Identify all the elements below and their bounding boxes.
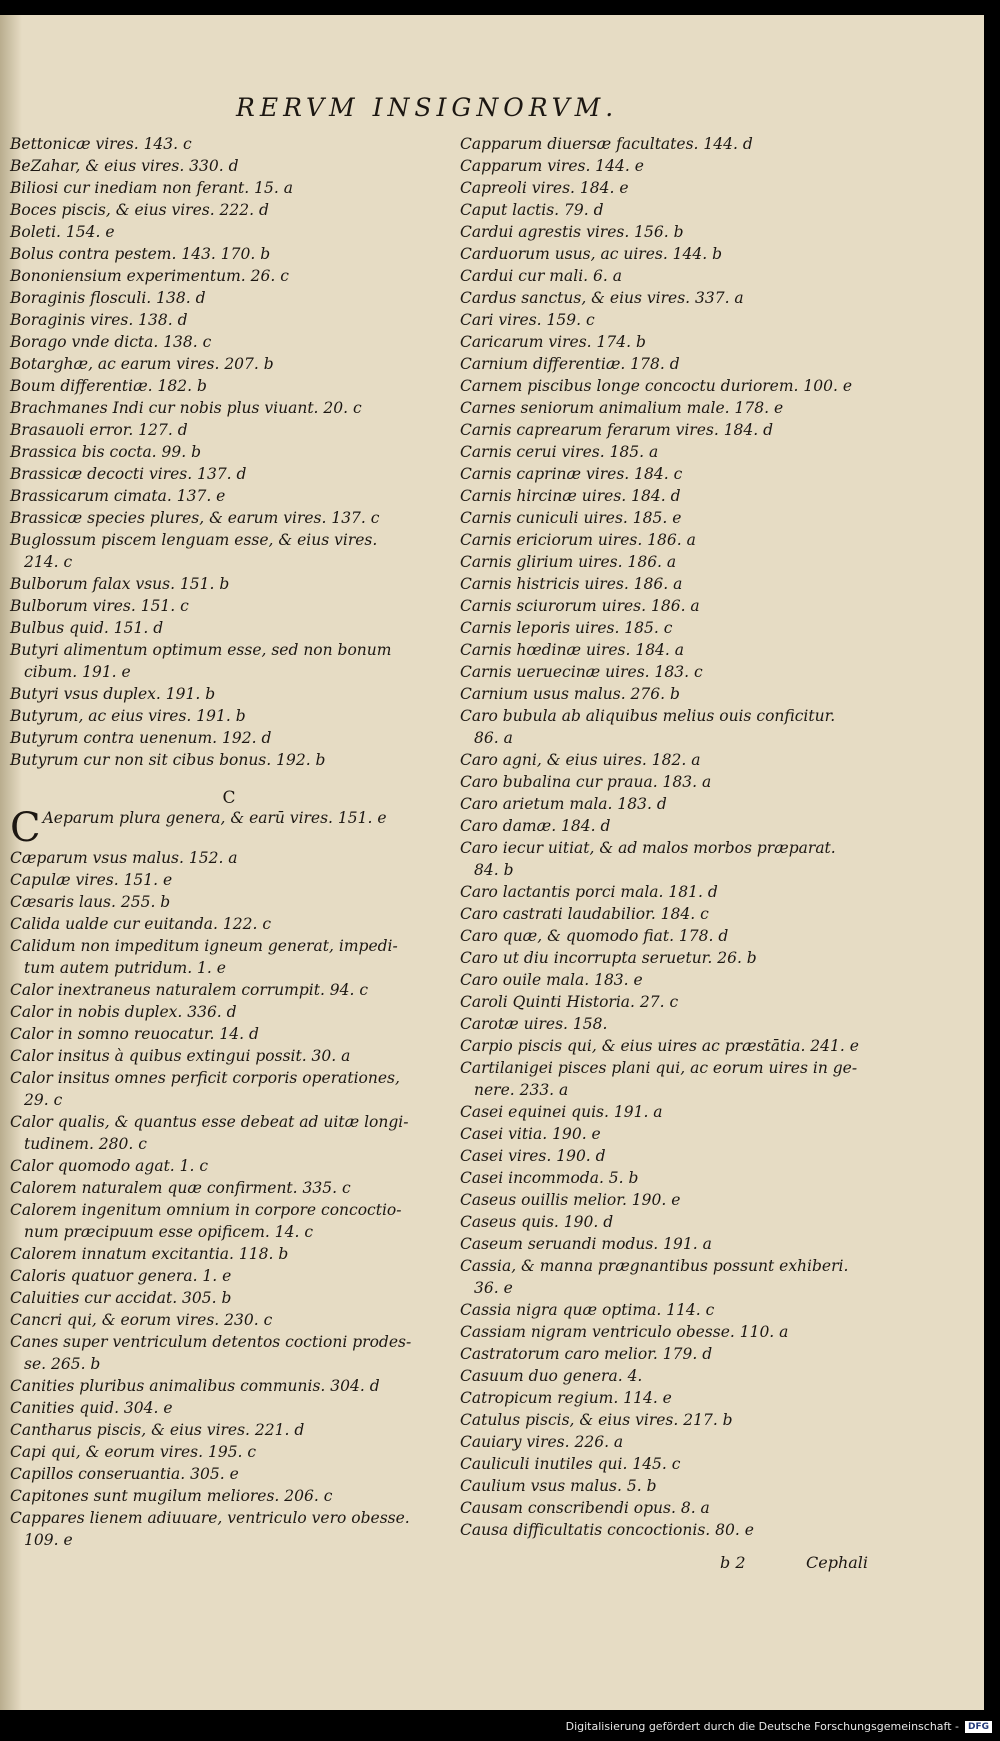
entry-text: Causam conscribendi opus. 8. a <box>460 1499 710 1517</box>
list-item <box>10 805 448 851</box>
entry-text: Caloris quatuor genera. 1. e <box>10 1267 232 1285</box>
entry-text: Carnis hircinæ uires. 184. d <box>460 487 681 505</box>
list-item <box>460 639 980 661</box>
list-item <box>10 683 448 705</box>
list-item <box>10 1177 448 1199</box>
drop-cap: C <box>10 805 41 851</box>
list-item <box>10 529 448 573</box>
entry-text: Casei vires. 190. d <box>460 1147 606 1165</box>
entry-text: Aeparum plura genera, & earū vires. 151. e <box>42 809 387 827</box>
entry-text: Boum differentiæ. 182. b <box>10 377 207 395</box>
entry-text: Calor quomodo agat. 1. c <box>10 1157 209 1175</box>
list-item <box>460 793 980 815</box>
entry-text: Cassiam nigram ventriculo obesse. 110. a <box>460 1323 789 1341</box>
list-item <box>10 155 448 177</box>
entry-text: Capparum vires. 144. e <box>460 157 644 175</box>
entry-text: Carduorum usus, ac uires. 144. b <box>460 245 723 263</box>
entry-text: Caro quæ, & quomodo fiat. 178. d <box>460 927 729 945</box>
list-item <box>460 551 980 573</box>
entry-text: Boraginis vires. 138. d <box>10 311 188 329</box>
list-item <box>460 1365 980 1387</box>
list-item <box>460 595 980 617</box>
list-item <box>460 969 980 991</box>
entry-text: Calor in somno reuocatur. 14. d <box>10 1025 259 1043</box>
entry-continuation: 29. c <box>24 1091 63 1109</box>
entry-text: Carnis histricis uires. 186. a <box>460 575 683 593</box>
list-item <box>10 1485 448 1507</box>
list-item <box>10 419 448 441</box>
list-item <box>10 1243 448 1265</box>
list-item <box>10 507 448 529</box>
list-item <box>10 1155 448 1177</box>
entry-text: Carnis ericiorum uires. 186. a <box>460 531 696 549</box>
list-item <box>460 683 980 705</box>
entry-text: Calorem ingenitum omnium in corpore concoctio- <box>10 1201 402 1219</box>
entry-text: Cappares lienem adiuuare, ventriculo vero obesse. <box>10 1509 410 1527</box>
entry-text: Casei equinei quis. 191. a <box>460 1103 663 1121</box>
entry-continuation: num præcipuum esse opificem. 14. c <box>24 1223 314 1241</box>
entry-text: Catropicum regium. 114. e <box>460 1389 672 1407</box>
list-item <box>460 1519 980 1541</box>
list-item <box>460 991 980 1013</box>
entry-continuation: 86. a <box>474 729 513 747</box>
entry-text: Calorem naturalem quæ confirment. 335. c <box>10 1179 351 1197</box>
entry-text: BeZahar, & eius vires. 330. d <box>10 157 239 175</box>
list-item <box>10 891 448 913</box>
entry-text: Bolus contra pestem. 143. 170. b <box>10 245 271 263</box>
running-heading: RERVM INSIGNORVM. <box>236 93 619 122</box>
list-item <box>10 749 448 771</box>
entry-text: Caro iecur uitiat, & ad malos morbos præparat. <box>460 839 836 857</box>
entry-text: Carnis glirium uires. 186. a <box>460 553 677 571</box>
list-item <box>10 847 448 869</box>
entry-text: Caroli Quinti Historia. 27. c <box>460 993 679 1011</box>
list-item <box>460 1101 980 1123</box>
entry-text: Carnis cuniculi uires. 185. e <box>460 509 682 527</box>
entry-text: Capillos conseruantia. 305. e <box>10 1465 239 1483</box>
entry-text: Caseum seruandi modus. 191. a <box>460 1235 712 1253</box>
entry-text: Capitones sunt mugilum meliores. 206. c <box>10 1487 333 1505</box>
list-item <box>460 1497 980 1519</box>
entry-text: Bulborum falax vsus. 151. b <box>10 575 230 593</box>
entry-text: Cassia, & manna prægnantibus possunt exhiberi. <box>460 1257 849 1275</box>
list-item <box>460 507 980 529</box>
entry-text: Casuum duo genera. 4. <box>460 1367 643 1385</box>
entry-continuation: tum autem putridum. 1. e <box>24 959 226 977</box>
list-item <box>10 1441 448 1463</box>
entry-text: Carnium usus malus. 276. b <box>460 685 680 703</box>
list-item <box>460 397 980 419</box>
list-item <box>460 1167 980 1189</box>
entry-text: Butyrum contra uenenum. 192. d <box>10 729 272 747</box>
entry-text: Bulbus quid. 151. d <box>10 619 164 637</box>
entry-text: Bulborum vires. 151. c <box>10 597 189 615</box>
entry-text: Botarghæ, ac earum vires. 207. b <box>10 355 274 373</box>
list-item <box>460 221 980 243</box>
list-item <box>10 1023 448 1045</box>
entry-text: Cauliculi inutiles qui. 145. c <box>460 1455 681 1473</box>
entries-b <box>10 133 448 771</box>
list-item <box>460 287 980 309</box>
entry-text: Calor inextraneus naturalem corrumpit. 94. c <box>10 981 369 999</box>
entry-continuation: 36. e <box>474 1279 513 1297</box>
entry-text: Bononiensium experimentum. 26. c <box>10 267 289 285</box>
entry-text: Cæsaris laus. 255. b <box>10 893 171 911</box>
entry-text: Calor qualis, & quantus esse debeat ad uitæ longi- <box>10 1113 409 1131</box>
entry-text: Capparum diuersæ facultates. 144. d <box>460 135 753 153</box>
entry-text: Cancri qui, & eorum vires. 230. c <box>10 1311 273 1329</box>
entry-text: Capi qui, & eorum vires. 195. c <box>10 1443 257 1461</box>
list-item <box>10 1309 448 1331</box>
list-item <box>460 881 980 903</box>
list-item <box>10 221 448 243</box>
entry-text: Carnes seniorum animalium male. 178. e <box>460 399 784 417</box>
list-item <box>460 1233 980 1255</box>
entry-text: Caro bubula ab aliquibus melius ouis conficitur. <box>460 707 836 725</box>
entry-text: Carnis sciurorum uires. 186. a <box>460 597 700 615</box>
list-item <box>10 1265 448 1287</box>
entry-text: Borago vnde dicta. 138. c <box>10 333 212 351</box>
list-item <box>460 1299 980 1321</box>
entry-text: Carpio piscis qui, & eius uires ac præstātia. 241. e <box>460 1037 859 1055</box>
list-item <box>460 815 980 837</box>
list-item <box>460 837 980 881</box>
entry-text: Carnium differentiæ. 178. d <box>460 355 680 373</box>
section-letter: C <box>222 788 236 808</box>
list-item <box>10 133 448 155</box>
entry-text: Boraginis flosculi. 138. d <box>10 289 206 307</box>
list-item <box>460 375 980 397</box>
entry-text: Boces piscis, & eius vires. 222. d <box>10 201 269 219</box>
list-item <box>460 1123 980 1145</box>
list-item <box>460 1255 980 1299</box>
entry-text: Calorem innatum excitantia. 118. b <box>10 1245 289 1263</box>
list-item <box>10 1507 448 1551</box>
entry-text: Canities pluribus animalibus communis. 304. d <box>10 1377 380 1395</box>
entry-text: Buglossum piscem lenguam esse, & eius vires. <box>10 531 378 549</box>
entry-text: Carnis ueruecinæ uires. 183. c <box>460 663 703 681</box>
list-item <box>10 617 448 639</box>
list-item <box>10 1287 448 1309</box>
entry-text: Caro damæ. 184. d <box>460 817 611 835</box>
list-item <box>10 353 448 375</box>
list-item <box>460 1013 980 1035</box>
list-item <box>460 441 980 463</box>
list-item <box>460 353 980 375</box>
entry-text: Caro castrati laudabilior. 184. c <box>460 905 709 923</box>
list-item <box>460 199 980 221</box>
entry-text: Brassicarum cimata. 137. e <box>10 487 226 505</box>
entry-text: Castratorum caro melior. 179. d <box>460 1345 713 1363</box>
entry-text: Casei incommoda. 5. b <box>460 1169 639 1187</box>
list-item <box>460 1057 980 1101</box>
entry-continuation: tudinem. 280. c <box>24 1135 147 1153</box>
entry-continuation: 214. c <box>24 553 73 571</box>
entry-text: Canes super ventriculum detentos coctioni prodes- <box>10 1333 412 1351</box>
list-item <box>460 1409 980 1431</box>
entry-text: Brassica bis cocta. 99. b <box>10 443 202 461</box>
list-item <box>10 265 448 287</box>
digitization-credit <box>566 1720 992 1733</box>
entry-text: Butyrum, ac eius vires. 191. b <box>10 707 246 725</box>
entry-continuation: nere. 233. a <box>474 1081 569 1099</box>
list-item <box>10 573 448 595</box>
list-item <box>460 661 980 683</box>
list-item <box>10 705 448 727</box>
entry-text: Brasauoli error. 127. d <box>10 421 188 439</box>
list-item <box>460 155 980 177</box>
entry-text: Brassicæ species plures, & earum vires. 137. c <box>10 509 380 527</box>
signature-mark: b 2 <box>720 1553 746 1572</box>
list-item <box>460 1189 980 1211</box>
list-item <box>10 869 448 891</box>
list-item <box>460 419 980 441</box>
entry-text: Cardui cur mali. 6. a <box>460 267 622 285</box>
list-item <box>10 979 448 1001</box>
list-item <box>460 265 980 287</box>
entry-text: Calidum non impeditum igneum generat, impedi- <box>10 937 398 955</box>
list-item <box>460 529 980 551</box>
entry-continuation: cibum. 191. e <box>24 663 131 681</box>
list-item <box>10 287 448 309</box>
entry-text: Caput lactis. 79. d <box>460 201 604 219</box>
entry-text: Carnis caprinæ vires. 184. c <box>460 465 683 483</box>
entry-text: Caro ut diu incorrupta seruetur. 26. b <box>460 949 757 967</box>
entry-text: Butyri alimentum optimum esse, sed non bonum <box>10 641 392 659</box>
list-item <box>10 309 448 331</box>
list-item <box>460 1343 980 1365</box>
entry-text: Causa difficultatis concoctionis. 80. e <box>460 1521 754 1539</box>
list-item <box>10 1419 448 1441</box>
list-item <box>460 1431 980 1453</box>
entry-continuation: se. 265. b <box>24 1355 101 1373</box>
credit-text: Digitalisierung gefördert durch die Deutsche Forschungsgemeinschaft - <box>565 1720 959 1733</box>
entry-text: Cari vires. 159. c <box>460 311 595 329</box>
list-item <box>460 705 980 749</box>
entry-text: Cæparum vsus malus. 152. a <box>10 849 238 867</box>
entry-text: Calor insitus à quibus extingui possit. 30. a <box>10 1047 351 1065</box>
list-item <box>10 1045 448 1067</box>
entry-text: Caro agni, & eius uires. 182. a <box>460 751 701 769</box>
list-item <box>10 913 448 935</box>
index-column-left <box>10 133 448 1551</box>
entry-text: Cartilanigei pisces plani qui, ac eorum uires in ge- <box>460 1059 858 1077</box>
entry-text: Caro lactantis porci mala. 181. d <box>460 883 718 901</box>
list-item <box>460 617 980 639</box>
entries-c <box>10 847 448 1551</box>
list-item <box>10 1199 448 1243</box>
list-item <box>460 133 980 155</box>
list-item <box>460 1211 980 1233</box>
entry-text: Bettonicæ vires. 143. c <box>10 135 192 153</box>
list-item <box>460 243 980 265</box>
entry-text: Butyrum cur non sit cibus bonus. 192. b <box>10 751 326 769</box>
list-item <box>460 1387 980 1409</box>
entry-text: Carnem piscibus longe concoctu duriorem. 100. e <box>460 377 853 395</box>
entry-text: Canities quid. 304. e <box>10 1399 173 1417</box>
entry-text: Brachmanes Indi cur nobis plus viuant. 20. c <box>10 399 362 417</box>
list-item <box>460 1321 980 1343</box>
list-item <box>460 771 980 793</box>
list-item <box>460 1145 980 1167</box>
entry-text: Casei vitia. 190. e <box>460 1125 601 1143</box>
entry-text: Butyri vsus duplex. 191. b <box>10 685 216 703</box>
entry-text: Calida ualde cur euitanda. 122. c <box>10 915 272 933</box>
list-item <box>10 1463 448 1485</box>
list-item <box>460 177 980 199</box>
list-item <box>10 595 448 617</box>
list-item <box>460 1453 980 1475</box>
entry-text: Carotæ uires. 158. <box>460 1015 608 1033</box>
dfg-logo: DFG <box>965 1721 992 1733</box>
book-page <box>0 15 984 1710</box>
catchword: Cephali <box>806 1553 869 1572</box>
list-item <box>460 1035 980 1057</box>
list-item <box>10 639 448 683</box>
entry-text: Brassicæ decocti vires. 137. d <box>10 465 247 483</box>
entry-text: Capreoli vires. 184. e <box>460 179 629 197</box>
list-item <box>10 397 448 419</box>
entry-text: Biliosi cur inediam non ferant. 15. a <box>10 179 293 197</box>
entry-text: Cassia nigra quæ optima. 114. c <box>460 1301 715 1319</box>
list-item <box>10 1397 448 1419</box>
entry-text: Calor insitus omnes perficit corporis operationes, <box>10 1069 400 1087</box>
list-item <box>10 243 448 265</box>
entry-text: Caulium vsus malus. 5. b <box>460 1477 657 1495</box>
list-item <box>10 1111 448 1155</box>
list-item <box>10 441 448 463</box>
entry-text: Catulus piscis, & eius vires. 217. b <box>460 1411 733 1429</box>
entry-text: Carnis leporis uires. 185. c <box>460 619 673 637</box>
list-item <box>460 573 980 595</box>
list-item <box>10 199 448 221</box>
list-item <box>10 485 448 507</box>
list-item <box>10 463 448 485</box>
list-item <box>460 925 980 947</box>
entry-text: Cantharus piscis, & eius vires. 221. d <box>10 1421 305 1439</box>
list-item <box>460 309 980 331</box>
list-item <box>460 485 980 507</box>
entry-text: Caluities cur accidat. 305. b <box>10 1289 232 1307</box>
list-item <box>460 947 980 969</box>
index-column-right <box>460 133 980 1541</box>
entry-text: Caseus ouillis melior. 190. e <box>460 1191 681 1209</box>
entry-continuation: 109. e <box>24 1531 73 1549</box>
entry-text: Capulæ vires. 151. e <box>10 871 173 889</box>
entry-text: Caro ouile mala. 183. e <box>460 971 643 989</box>
list-item <box>10 375 448 397</box>
entry-text: Boleti. 154. e <box>10 223 115 241</box>
list-item <box>10 331 448 353</box>
list-item <box>10 727 448 749</box>
entry-continuation: 84. b <box>474 861 514 879</box>
list-item <box>10 1331 448 1375</box>
entry-text: Cardus sanctus, & eius vires. 337. a <box>460 289 744 307</box>
entry-text: Carnis caprearum ferarum vires. 184. d <box>460 421 774 439</box>
list-item <box>10 1067 448 1111</box>
list-item <box>10 935 448 979</box>
entry-text: Cauiary vires. 226. a <box>460 1433 624 1451</box>
entry-text: Cardui agrestis vires. 156. b <box>460 223 684 241</box>
entry-text: Calor in nobis duplex. 336. d <box>10 1003 237 1021</box>
list-item <box>460 749 980 771</box>
entry-text: Caro bubalina cur praua. 183. a <box>460 773 712 791</box>
list-item <box>10 1375 448 1397</box>
entry-text: Carnis cerui vires. 185. a <box>460 443 659 461</box>
list-item <box>10 177 448 199</box>
list-item <box>460 331 980 353</box>
entry-text: Carnis hœdinæ uires. 184. a <box>460 641 685 659</box>
entry-text: Caricarum vires. 174. b <box>460 333 646 351</box>
list-item <box>460 903 980 925</box>
entry-text: Caseus quis. 190. d <box>460 1213 614 1231</box>
list-item <box>10 1001 448 1023</box>
entry-text: Caro arietum mala. 183. d <box>460 795 667 813</box>
list-item <box>460 1475 980 1497</box>
list-item <box>460 463 980 485</box>
